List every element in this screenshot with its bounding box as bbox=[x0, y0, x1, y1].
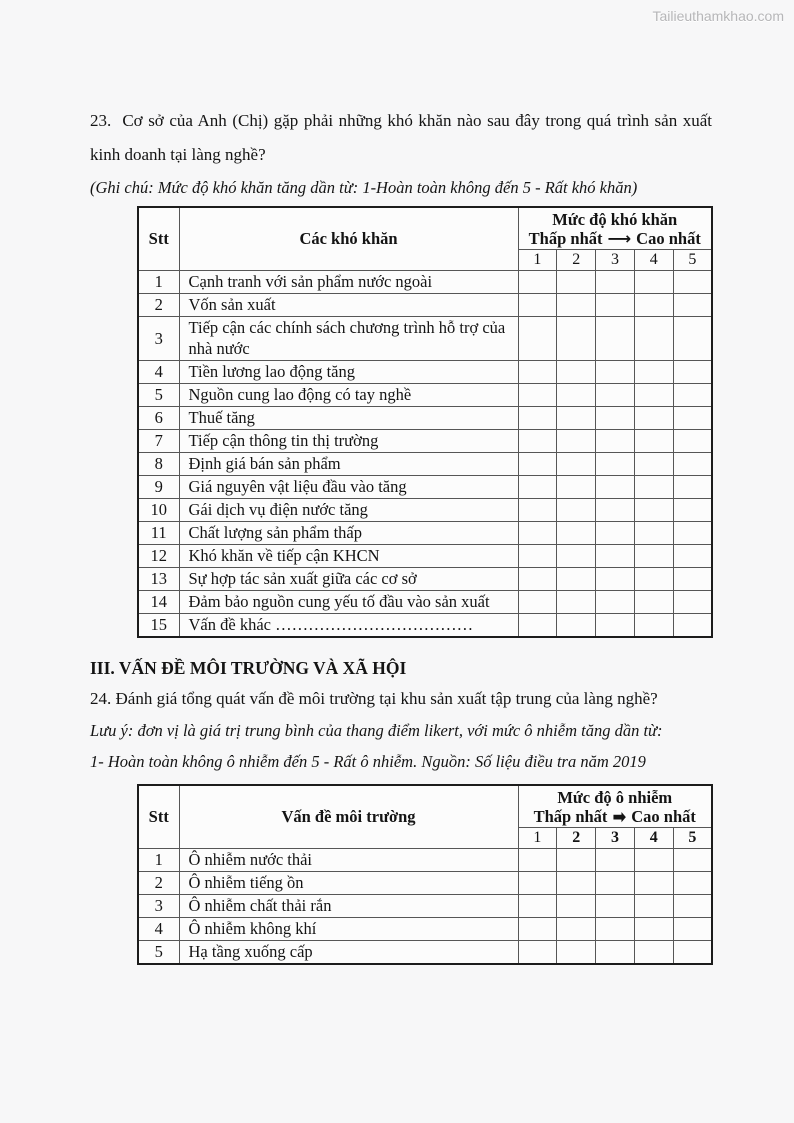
table-row bbox=[138, 918, 712, 941]
scale-header bbox=[518, 785, 712, 828]
scale-low-label: Thấp nhất bbox=[533, 807, 608, 826]
table-row bbox=[138, 941, 712, 965]
rating-cell bbox=[596, 614, 635, 638]
table-row bbox=[138, 476, 712, 499]
rating-cell bbox=[557, 499, 596, 522]
rating-cell bbox=[557, 918, 596, 941]
question-24-text: 24. Đánh giá tổng quát vấn đề môi trường tại khu sản xuất tập trung của làng nghề? bbox=[90, 689, 658, 708]
rating-cell bbox=[596, 941, 635, 965]
rating-cell bbox=[673, 872, 712, 895]
rating-cell bbox=[634, 614, 673, 638]
row-number: 9 bbox=[138, 476, 179, 499]
table-row bbox=[138, 453, 712, 476]
rating-cell bbox=[673, 568, 712, 591]
rating-cell bbox=[557, 849, 596, 872]
environment-table bbox=[137, 784, 713, 965]
rating-cell bbox=[557, 271, 596, 294]
rating-cell bbox=[634, 895, 673, 918]
rating-cell bbox=[634, 271, 673, 294]
rating-cell bbox=[518, 453, 557, 476]
rating-cell bbox=[557, 895, 596, 918]
rating-cell bbox=[518, 271, 557, 294]
rating-cell bbox=[518, 430, 557, 453]
scale-range bbox=[519, 807, 712, 826]
table-row bbox=[138, 317, 712, 361]
rating-cell bbox=[634, 361, 673, 384]
rating-cell bbox=[673, 591, 712, 614]
row-label: Ô nhiễm không khí bbox=[179, 918, 518, 941]
scale-title: Mức độ khó khăn bbox=[552, 210, 678, 229]
rating-cell bbox=[673, 384, 712, 407]
rating-cell bbox=[634, 476, 673, 499]
rating-cell bbox=[596, 895, 635, 918]
scale-value-header: 1 bbox=[518, 828, 557, 849]
rating-cell bbox=[634, 849, 673, 872]
row-label: Đảm bảo nguồn cung yếu tố đầu vào sản xuất bbox=[179, 591, 518, 614]
table-row bbox=[138, 545, 712, 568]
rating-cell bbox=[518, 499, 557, 522]
row-number: 2 bbox=[138, 872, 179, 895]
rating-cell bbox=[673, 430, 712, 453]
rating-cell bbox=[557, 476, 596, 499]
question-24-note-2: 1- Hoàn toàn không ô nhiễm đến 5 - Rất ô nhiễm. Nguồn: Số liệu điều tra năm 2019 bbox=[90, 752, 646, 771]
rating-cell bbox=[596, 918, 635, 941]
rating-cell bbox=[634, 941, 673, 965]
rating-cell bbox=[596, 407, 635, 430]
row-number: 4 bbox=[138, 361, 179, 384]
rating-cell bbox=[634, 918, 673, 941]
table-row bbox=[138, 407, 712, 430]
table-row bbox=[138, 591, 712, 614]
rating-cell bbox=[557, 294, 596, 317]
scale-high-label: Cao nhất bbox=[636, 229, 701, 248]
row-number: 4 bbox=[138, 918, 179, 941]
row-label: Vấn đề khác ……………………………… bbox=[179, 614, 518, 638]
rating-cell bbox=[673, 614, 712, 638]
section-3-heading: III. VẤN ĐỀ MÔI TRƯỜNG VÀ XÃ HỘI bbox=[90, 658, 407, 678]
table-header-row bbox=[138, 207, 712, 250]
column-header-difficulties: Các khó khăn bbox=[179, 207, 518, 271]
rating-cell bbox=[596, 430, 635, 453]
row-label: Khó khăn về tiếp cận KHCN bbox=[179, 545, 518, 568]
rating-cell bbox=[518, 895, 557, 918]
table-row bbox=[138, 384, 712, 407]
rating-cell bbox=[557, 317, 596, 361]
scale-title: Mức độ ô nhiễm bbox=[557, 788, 673, 807]
rating-cell bbox=[557, 522, 596, 545]
rating-cell bbox=[596, 361, 635, 384]
row-label: Tiền lương lao động tăng bbox=[179, 361, 518, 384]
rating-cell bbox=[596, 384, 635, 407]
rating-cell bbox=[596, 476, 635, 499]
rating-cell bbox=[673, 918, 712, 941]
row-number: 1 bbox=[138, 849, 179, 872]
rating-cell bbox=[634, 407, 673, 430]
rating-cell bbox=[518, 522, 557, 545]
rating-cell bbox=[673, 361, 712, 384]
arrow-right-icon: ⟶ bbox=[607, 229, 632, 248]
rating-cell bbox=[673, 522, 712, 545]
rating-cell bbox=[634, 430, 673, 453]
rating-cell bbox=[518, 941, 557, 965]
rating-cell bbox=[596, 591, 635, 614]
table-row bbox=[138, 895, 712, 918]
scale-value-header: 3 bbox=[596, 828, 635, 849]
rating-cell bbox=[673, 476, 712, 499]
rating-cell bbox=[557, 384, 596, 407]
row-label: Tiếp cận thông tin thị trường bbox=[179, 430, 518, 453]
rating-cell bbox=[673, 941, 712, 965]
rating-cell bbox=[557, 453, 596, 476]
rating-cell bbox=[518, 476, 557, 499]
rating-cell bbox=[673, 849, 712, 872]
rating-cell bbox=[634, 591, 673, 614]
rating-cell bbox=[557, 941, 596, 965]
table-row bbox=[138, 430, 712, 453]
row-label: Gái dịch vụ điện nước tăng bbox=[179, 499, 518, 522]
rating-cell bbox=[518, 568, 557, 591]
row-label: Sự hợp tác sản xuất giữa các cơ sở bbox=[179, 568, 518, 591]
question-23-note: (Ghi chú: Mức độ khó khăn tăng dần từ: 1-Hoàn toàn không đến 5 - Rất khó khăn) bbox=[90, 178, 638, 197]
table-row bbox=[138, 568, 712, 591]
rating-cell bbox=[673, 407, 712, 430]
rating-cell bbox=[557, 568, 596, 591]
row-number: 3 bbox=[138, 317, 179, 361]
row-label: Ô nhiễm chất thải rắn bbox=[179, 895, 518, 918]
rating-cell bbox=[596, 872, 635, 895]
table-row bbox=[138, 499, 712, 522]
rating-cell bbox=[596, 522, 635, 545]
scale-header bbox=[518, 207, 712, 250]
row-label: Nguồn cung lao động có tay nghề bbox=[179, 384, 518, 407]
table-row bbox=[138, 294, 712, 317]
row-number: 7 bbox=[138, 430, 179, 453]
scale-high-label: Cao nhất bbox=[631, 807, 696, 826]
rating-cell bbox=[596, 294, 635, 317]
rating-cell bbox=[634, 545, 673, 568]
rating-cell bbox=[634, 384, 673, 407]
rating-cell bbox=[596, 271, 635, 294]
row-label: Vốn sản xuất bbox=[179, 294, 518, 317]
table-row bbox=[138, 614, 712, 638]
scale-range bbox=[519, 229, 712, 248]
rating-cell bbox=[673, 499, 712, 522]
rating-cell bbox=[518, 317, 557, 361]
rating-cell bbox=[634, 872, 673, 895]
row-number: 10 bbox=[138, 499, 179, 522]
row-label: Ô nhiễm nước thải bbox=[179, 849, 518, 872]
scale-value-header: 4 bbox=[634, 828, 673, 849]
rating-cell bbox=[596, 545, 635, 568]
scale-value-header: 4 bbox=[634, 250, 673, 271]
row-number: 15 bbox=[138, 614, 179, 638]
site-watermark: Tailieuthamkhao.com bbox=[652, 8, 784, 24]
rating-cell bbox=[673, 545, 712, 568]
column-header-stt: Stt bbox=[138, 207, 179, 271]
scale-value-header: 2 bbox=[557, 828, 596, 849]
difficulties-table bbox=[137, 206, 713, 638]
scale-low-label: Thấp nhất bbox=[528, 229, 603, 248]
scale-value-header: 5 bbox=[673, 250, 712, 271]
row-label: Giá nguyên vật liệu đầu vào tăng bbox=[179, 476, 518, 499]
rating-cell bbox=[596, 499, 635, 522]
row-number: 13 bbox=[138, 568, 179, 591]
rating-cell bbox=[518, 545, 557, 568]
question-24-note-1: Lưu ý: đơn vị là giá trị trung bình của thang điểm likert, với mức ô nhiễm tăng dần từ: bbox=[90, 721, 663, 740]
rating-cell bbox=[634, 317, 673, 361]
rating-cell bbox=[518, 918, 557, 941]
row-number: 6 bbox=[138, 407, 179, 430]
table-row bbox=[138, 361, 712, 384]
rating-cell bbox=[673, 271, 712, 294]
rating-cell bbox=[557, 872, 596, 895]
row-number: 11 bbox=[138, 522, 179, 545]
page-content bbox=[90, 104, 712, 965]
rating-cell bbox=[596, 568, 635, 591]
rating-cell bbox=[518, 384, 557, 407]
row-label: Chất lượng sản phẩm thấp bbox=[179, 522, 518, 545]
rating-cell bbox=[634, 522, 673, 545]
rating-cell bbox=[634, 294, 673, 317]
rating-cell bbox=[557, 361, 596, 384]
table-row bbox=[138, 522, 712, 545]
rating-cell bbox=[518, 591, 557, 614]
table-row bbox=[138, 872, 712, 895]
rating-cell bbox=[518, 361, 557, 384]
scale-value-header: 2 bbox=[557, 250, 596, 271]
rating-cell bbox=[634, 568, 673, 591]
row-number: 12 bbox=[138, 545, 179, 568]
row-number: 3 bbox=[138, 895, 179, 918]
row-number: 5 bbox=[138, 941, 179, 965]
rating-cell bbox=[634, 453, 673, 476]
rating-cell bbox=[518, 614, 557, 638]
row-label: Cạnh tranh với sản phẩm nước ngoài bbox=[179, 271, 518, 294]
rating-cell bbox=[673, 453, 712, 476]
column-header-environment: Vấn đề môi trường bbox=[179, 785, 518, 849]
rating-cell bbox=[596, 453, 635, 476]
table-header-row bbox=[138, 785, 712, 828]
question-23-text: 23. Cơ sở của Anh (Chị) gặp phải những khó khăn nào sau đây trong quá trình sản xuất kinh doanh tại làng nghề? bbox=[90, 111, 712, 164]
rating-cell bbox=[557, 407, 596, 430]
rating-cell bbox=[518, 294, 557, 317]
table-row bbox=[138, 271, 712, 294]
row-label: Thuế tăng bbox=[179, 407, 518, 430]
rating-cell bbox=[557, 545, 596, 568]
rating-cell bbox=[673, 294, 712, 317]
rating-cell bbox=[557, 591, 596, 614]
table-row bbox=[138, 849, 712, 872]
rating-cell bbox=[557, 430, 596, 453]
scale-value-header: 1 bbox=[518, 250, 557, 271]
row-number: 1 bbox=[138, 271, 179, 294]
arrow-right-icon: ➡ bbox=[612, 805, 627, 828]
rating-cell bbox=[673, 895, 712, 918]
rating-cell bbox=[518, 407, 557, 430]
row-number: 2 bbox=[138, 294, 179, 317]
rating-cell bbox=[518, 872, 557, 895]
rating-cell bbox=[596, 317, 635, 361]
rating-cell bbox=[518, 849, 557, 872]
rating-cell bbox=[557, 614, 596, 638]
scale-value-header: 3 bbox=[596, 250, 635, 271]
row-label: Hạ tầng xuống cấp bbox=[179, 941, 518, 965]
scale-value-header: 5 bbox=[673, 828, 712, 849]
row-label: Tiếp cận các chính sách chương trình hỗ trợ của nhà nước bbox=[179, 317, 518, 361]
row-number: 5 bbox=[138, 384, 179, 407]
row-label: Định giá bán sản phẩm bbox=[179, 453, 518, 476]
column-header-stt: Stt bbox=[138, 785, 179, 849]
row-number: 14 bbox=[138, 591, 179, 614]
rating-cell bbox=[673, 317, 712, 361]
rating-cell bbox=[596, 849, 635, 872]
row-label: Ô nhiễm tiếng ồn bbox=[179, 872, 518, 895]
rating-cell bbox=[634, 499, 673, 522]
row-number: 8 bbox=[138, 453, 179, 476]
